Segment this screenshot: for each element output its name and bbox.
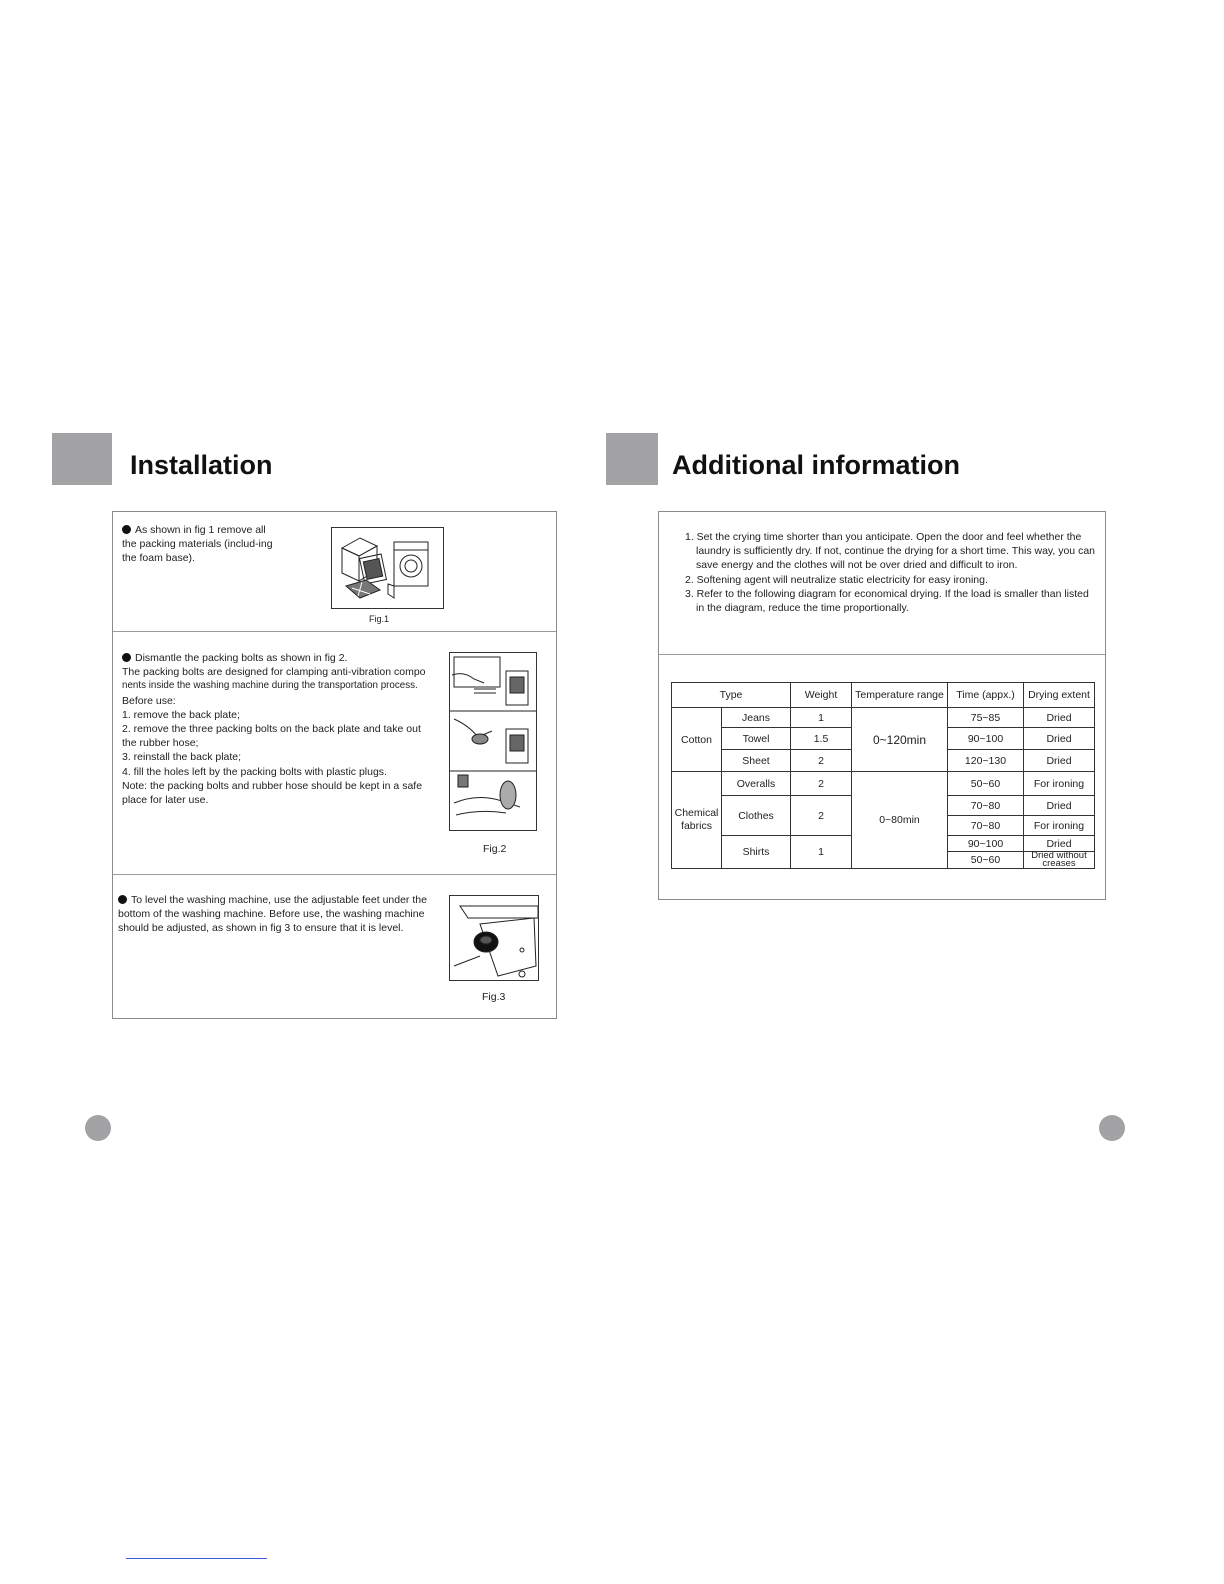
table-cell: Jeans bbox=[722, 708, 791, 728]
table-cell: Dried bbox=[1024, 836, 1095, 852]
table-cell: 90~100 bbox=[948, 728, 1024, 750]
table-cell: 50~60 bbox=[948, 772, 1024, 796]
table-cell: Towel bbox=[722, 728, 791, 750]
divider bbox=[659, 654, 1105, 655]
figure-1-caption: Fig.1 bbox=[369, 614, 390, 624]
step-remove-packing-text: As shown in fig 1 remove all the packing materials (includ-ing the foam base). bbox=[122, 523, 282, 566]
divider bbox=[113, 874, 556, 875]
table-cell: Dried bbox=[1024, 728, 1095, 750]
table-cell: 1 bbox=[791, 836, 852, 869]
figure-2-caption: Fig.2 bbox=[483, 843, 507, 855]
figure-2-bolt-illustration bbox=[449, 652, 537, 831]
note-item: 2. Softening agent will neutralize static electricity for easy ironing. bbox=[685, 573, 988, 586]
text-line: 3. reinstall the back plate; bbox=[122, 751, 242, 764]
table-cell: Dried bbox=[1024, 750, 1095, 772]
table-cell: Dried bbox=[1024, 708, 1095, 728]
step-level-machine-text bbox=[118, 893, 453, 936]
table-header-temperature: Temperature range bbox=[852, 683, 948, 708]
figure-3-caption: Fig.3 bbox=[482, 991, 506, 1003]
text-line: To level the washing machine, use the adjustable feet under the bbox=[118, 893, 453, 907]
table-cell: For ironing bbox=[1024, 816, 1095, 836]
table-cell: 70~80 bbox=[948, 816, 1024, 836]
table-cell: For ironing bbox=[1024, 772, 1095, 796]
table-cell: 70~80 bbox=[948, 796, 1024, 816]
table-header-weight: Weight bbox=[791, 683, 852, 708]
text-line: 2. remove the three packing bolts on the back plate and take out bbox=[122, 723, 421, 736]
drying-time-table bbox=[671, 682, 1095, 869]
page-title-additional-information: Additional information bbox=[672, 450, 960, 480]
text-line: place for later use. bbox=[122, 794, 209, 807]
table-group-cotton: Cotton bbox=[672, 708, 722, 772]
text-line: 1. remove the back plate; bbox=[122, 708, 240, 721]
table-cell: 1.5 bbox=[791, 728, 852, 750]
text-line: 4. fill the holes left by the packing bolts with plastic plugs. bbox=[122, 765, 387, 778]
table-cell: 75~85 bbox=[948, 708, 1024, 728]
page-number-circle bbox=[1099, 1115, 1125, 1141]
table-cell: 1 bbox=[791, 708, 852, 728]
table-header-type: Type bbox=[672, 683, 791, 708]
table-header-time: Time (appx.) bbox=[948, 683, 1024, 708]
page-title-installation: Installation bbox=[130, 450, 273, 480]
table-cell: 120~130 bbox=[948, 750, 1024, 772]
text-line: the rubber hose; bbox=[122, 737, 199, 750]
figure-1-packing-illustration bbox=[331, 527, 444, 609]
table-cell: 50~60 bbox=[948, 852, 1024, 869]
section-tab-marker bbox=[52, 433, 112, 485]
bolt-removal-illustration bbox=[450, 653, 536, 830]
table-cell: 90~100 bbox=[948, 836, 1024, 852]
note-item: 3. Refer to the following diagram for economical drying. If the load is smaller than listed in the diagram, reduce the time proportionally. bbox=[685, 587, 1089, 615]
table-cell: Overalls bbox=[722, 772, 791, 796]
page-number-circle bbox=[85, 1115, 111, 1141]
table-cell: 0~80min bbox=[852, 772, 948, 869]
adjustable-feet-illustration bbox=[450, 896, 538, 980]
text-line: Dismantle the packing bolts as shown in fig 2. bbox=[122, 651, 442, 665]
table-cell: Shirts bbox=[722, 836, 791, 869]
footer-rule bbox=[126, 1558, 267, 1559]
table-cell: Dried without creases bbox=[1024, 852, 1095, 869]
table-cell: 2 bbox=[791, 772, 852, 796]
unboxing-illustration bbox=[332, 528, 443, 608]
text-line: nents inside the washing machine during the transportation process. bbox=[122, 680, 418, 692]
text-line: Note: the packing bolts and rubber hose should be kept in a safe bbox=[122, 779, 423, 792]
table-header-extent: Drying extent bbox=[1024, 683, 1095, 708]
text-line: should be adjusted, as shown in fig 3 to ensure that it is level. bbox=[118, 922, 404, 935]
text-line: The packing bolts are designed for clamping anti-vibration compo bbox=[122, 666, 426, 679]
table-cell: Clothes bbox=[722, 796, 791, 836]
drying-notes bbox=[685, 530, 1095, 615]
text-line: bottom of the washing machine. Before use, the washing machine bbox=[118, 908, 425, 921]
table-cell: Dried bbox=[1024, 796, 1095, 816]
table-cell: 2 bbox=[791, 750, 852, 772]
section-tab-marker bbox=[606, 433, 658, 485]
note-item: 1. Set the crying time shorter than you anticipate. Open the door and feel whether the laundry is sufficiently dry. If not, continue the drying for a short time. This way, you can save energy and the clothes will not be over dried and difficult to iron. bbox=[685, 531, 1095, 572]
step-dismantle-bolts-text bbox=[122, 651, 442, 807]
text-line: Before use: bbox=[122, 694, 176, 707]
figure-3-adjustable-feet-illustration bbox=[449, 895, 539, 981]
table-cell: 0~120min bbox=[852, 708, 948, 772]
table-group-chemical: Chemical fabrics bbox=[672, 772, 722, 869]
divider bbox=[113, 631, 556, 632]
table-cell: 2 bbox=[791, 796, 852, 836]
table-cell: Sheet bbox=[722, 750, 791, 772]
